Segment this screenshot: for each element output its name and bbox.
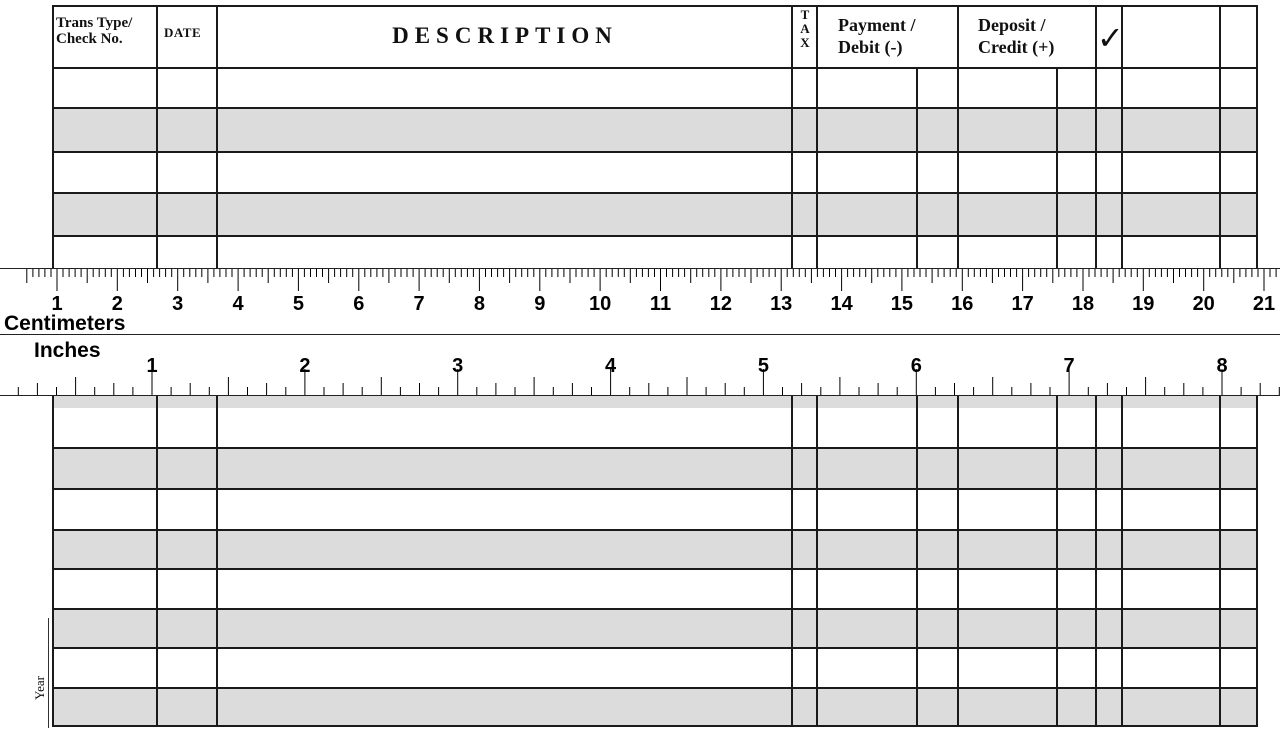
cm-number: 14: [830, 293, 853, 315]
cm-number: 17: [1011, 293, 1034, 315]
header-payment-debit: Payment / Debit (-): [838, 15, 916, 57]
header-trans-type: Trans Type/ Check No.: [56, 15, 133, 47]
inch-number: 5: [757, 355, 769, 377]
inch-number: 3: [452, 355, 464, 377]
centimeters-label: Centimeters: [4, 312, 126, 335]
cm-number: 16: [951, 293, 974, 315]
cm-number: 11: [649, 293, 672, 315]
cm-number: 21: [1252, 293, 1276, 315]
ruler-divider: [0, 334, 1280, 335]
cm-number: 4: [232, 293, 244, 315]
cm-number: 18: [1071, 293, 1095, 315]
cm-number: 10: [588, 293, 612, 315]
year-underline: [48, 618, 49, 728]
cm-number: 9: [534, 293, 546, 315]
header-description: DESCRIPTION: [392, 23, 618, 48]
ruler-ticks: [0, 269, 1280, 395]
inch-number: 8: [1216, 355, 1228, 377]
inch-number: 4: [605, 355, 617, 377]
header-date: DATE: [164, 25, 202, 40]
cm-number: 15: [890, 293, 914, 315]
cm-number: 5: [292, 293, 304, 315]
cm-number: 20: [1192, 293, 1215, 315]
cm-number: 7: [413, 293, 425, 315]
cm-number: 19: [1132, 293, 1155, 315]
header-tax: T A X: [800, 7, 810, 50]
inch-number: 1: [146, 355, 158, 377]
year-label: Year: [32, 676, 47, 700]
cm-number: 12: [709, 293, 733, 315]
cm-number: 1: [51, 293, 63, 315]
cm-number: 13: [770, 293, 793, 315]
cm-number: 8: [473, 293, 485, 315]
cm-number: 2: [111, 293, 123, 315]
checkmark-icon: ✓: [1097, 19, 1124, 57]
inches-label: Inches: [34, 339, 101, 362]
header-deposit-credit: Deposit / Credit (+): [978, 15, 1055, 57]
inch-number: 2: [299, 355, 311, 377]
inch-number: 6: [910, 355, 922, 377]
inch-number: 7: [1063, 355, 1075, 377]
cm-number: 3: [172, 293, 184, 315]
cm-number: 6: [353, 293, 365, 315]
ruler: [0, 268, 1280, 396]
